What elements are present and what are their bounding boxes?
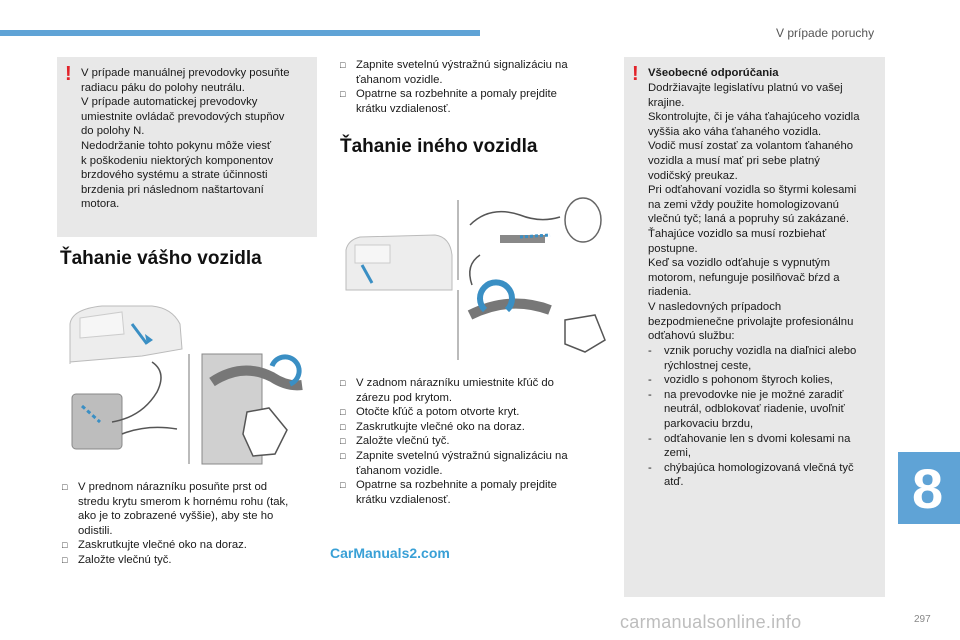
list-item-text: Založte vlečnú tyč. bbox=[356, 435, 450, 448]
note-line: krajine. bbox=[648, 96, 685, 109]
list-item bbox=[340, 420, 610, 435]
list-item-text: Opatrne sa rozbehnite a pomaly prejdite bbox=[356, 88, 557, 101]
header-accent-bar bbox=[0, 30, 480, 36]
note-line: vodičský preukaz. bbox=[648, 169, 738, 182]
heading-towing-your-vehicle: Ťahanie vášho vozidla bbox=[60, 248, 262, 269]
list-item-text: rýchlostnej ceste, bbox=[664, 359, 752, 372]
footer-watermark: carmanualsonline.info bbox=[620, 612, 802, 632]
list-item-text: Založte vlečnú tyč. bbox=[78, 553, 172, 566]
bullet-marker: □ bbox=[340, 450, 346, 461]
list-item bbox=[62, 480, 322, 538]
bullet-marker: □ bbox=[340, 407, 346, 418]
list-item bbox=[340, 405, 610, 420]
section-title: V prípade poruchy bbox=[776, 26, 875, 40]
dash-marker: - bbox=[648, 461, 652, 474]
list-item bbox=[340, 58, 610, 87]
list-item-text: odťahovanie len s dvomi kolesami na bbox=[664, 432, 851, 445]
note-line: Dodržiavajte legislatívu platnú vo vašej bbox=[648, 82, 843, 94]
bullet-marker: □ bbox=[340, 60, 346, 70]
list-item-text: vozidlo s pohonom štyroch kolies, bbox=[664, 374, 833, 387]
note-line: Ťahajúce vozidlo sa musí rozbiehať bbox=[648, 227, 827, 240]
list-item-text: V zadnom nárazníku umiestnite kľúč do bbox=[356, 377, 554, 389]
note-line: motorom, nefunguje posilňovač bŕzd a bbox=[648, 271, 840, 284]
note-line: Skontrolujte, či je váha ťahajúceho vozidla bbox=[648, 111, 860, 124]
list-item-text: vznik poruchy vozidla na diaľnici alebo bbox=[664, 345, 857, 357]
list-item-text: chýbajúca homologizovaná vlečná tyč bbox=[664, 461, 854, 474]
towing-final-steps bbox=[340, 58, 610, 116]
list-item bbox=[62, 538, 322, 553]
chapter-number: 8 bbox=[912, 457, 944, 520]
list-item bbox=[340, 87, 610, 116]
rear-bumper-instructions bbox=[340, 376, 610, 507]
note-line: V nasledovných prípadoch bbox=[648, 300, 782, 313]
list-item-text: na prevodovke nie je možné zaradiť bbox=[664, 388, 844, 401]
warning-icon: ! bbox=[632, 63, 639, 85]
list-item-text: zárezu pod krytom. bbox=[356, 391, 453, 404]
list-item-text: zemi, bbox=[664, 447, 691, 460]
bullet-marker: □ bbox=[62, 540, 68, 551]
general-recommendations-box bbox=[624, 57, 885, 597]
list-item-text: atď. bbox=[664, 476, 684, 489]
list-item-text: ako je to zobrazené vyššie), aby ste ho bbox=[78, 510, 274, 523]
list-item bbox=[648, 373, 880, 388]
note-line: V prípade automatickej prevodovky bbox=[81, 96, 258, 109]
list-item-text: odistili. bbox=[78, 524, 113, 537]
warning-note-text bbox=[81, 66, 290, 212]
list-item bbox=[340, 376, 610, 405]
note-line: motora. bbox=[81, 198, 120, 211]
list-item bbox=[340, 478, 610, 507]
note-line: vyššia ako váha ťahaného vozidla. bbox=[648, 125, 822, 138]
dash-marker: - bbox=[648, 345, 652, 357]
list-item-text: Zaskrutkujte vlečné oko na doraz. bbox=[78, 539, 247, 552]
list-item-text: parkovaciu brzdu, bbox=[664, 417, 754, 430]
note-line: odťahovú službu: bbox=[648, 330, 735, 343]
note-line: Vodič musí zostať za volantom ťahaného bbox=[648, 140, 854, 153]
dash-marker: - bbox=[648, 374, 652, 387]
bullet-marker: □ bbox=[62, 482, 68, 492]
warning-icon: ! bbox=[65, 63, 72, 85]
note-line: bezpodmienečne privolajte profesionálnu bbox=[648, 315, 854, 328]
list-item-text: Zapnite svetelnú výstražnú signalizáciu na bbox=[356, 449, 568, 462]
note-line: Keď sa vozidlo odťahuje s vypnutým bbox=[648, 257, 830, 270]
bullet-marker: □ bbox=[340, 421, 346, 432]
list-item-text: krátku vzdialenosť. bbox=[356, 102, 451, 115]
note-line: brzdového systému a strate účinnosti bbox=[81, 169, 268, 182]
warning-note-box bbox=[57, 57, 317, 237]
dash-marker: - bbox=[648, 432, 652, 445]
list-item-text: Opatrne sa rozbehnite a pomaly prejdite bbox=[356, 479, 557, 492]
note-line: na zemi vždy použite homologizovanú bbox=[648, 198, 839, 211]
bullet-marker: □ bbox=[340, 480, 346, 491]
list-item-text: Otočte kľúč a potom otvorte kryt. bbox=[356, 406, 520, 419]
recommendations-title: Všeobecné odporúčania bbox=[648, 67, 779, 79]
note-line: umiestnite ovládač prevodových stupňov bbox=[81, 110, 285, 123]
bullet-marker: □ bbox=[340, 378, 346, 388]
note-line: radiacu páku do polohy neutrálu. bbox=[81, 81, 245, 94]
note-line: postupne. bbox=[648, 242, 698, 255]
list-item bbox=[62, 553, 322, 568]
list-item bbox=[340, 449, 610, 478]
note-line: brzdenia pri následnom naštartovaní bbox=[81, 183, 264, 196]
list-item bbox=[648, 344, 880, 373]
note-line: V prípade manuálnej prevodovky posuňte bbox=[81, 67, 290, 79]
recommendations-list bbox=[648, 344, 880, 490]
list-item-text: Zaskrutkujte vlečné oko na doraz. bbox=[356, 420, 525, 433]
site-watermark: CarManuals2.com bbox=[330, 545, 450, 561]
list-item-text: stredu krytu smerom k hornému rohu (tak, bbox=[78, 495, 289, 508]
list-item-text: krátku vzdialenosť. bbox=[356, 493, 451, 506]
list-item-text: neutrál, odblokovať riadenie, uvoľniť bbox=[664, 403, 845, 416]
list-item bbox=[340, 434, 610, 449]
note-line: k poškodeniu niektorých komponentov bbox=[81, 154, 274, 167]
list-item-text: Zapnite svetelnú výstražnú signalizáciu na bbox=[356, 59, 568, 71]
list-item bbox=[648, 432, 880, 461]
bullet-marker: □ bbox=[340, 436, 346, 447]
bullet-marker: □ bbox=[340, 89, 346, 100]
chapter-tab bbox=[898, 452, 960, 524]
list-item bbox=[648, 388, 880, 432]
note-line: riadenia. bbox=[648, 286, 692, 299]
bullet-marker: □ bbox=[62, 554, 68, 565]
list-item-text: ťahanom vozidle. bbox=[356, 464, 443, 477]
list-item bbox=[648, 461, 880, 490]
list-item-text: ťahanom vozidle. bbox=[356, 73, 443, 86]
note-line: Nedodržanie tohto pokynu môže viesť bbox=[81, 139, 272, 152]
page-number: 297 bbox=[914, 614, 931, 625]
recommendations-text bbox=[648, 81, 859, 344]
dash-marker: - bbox=[648, 388, 652, 401]
list-item-text: V prednom nárazníku posuňte prst od bbox=[78, 481, 268, 493]
front-bumper-instructions bbox=[62, 480, 322, 568]
rear-bumper-illustration bbox=[340, 195, 610, 365]
heading-towing-another-vehicle: Ťahanie iného vozidla bbox=[340, 136, 538, 157]
front-bumper-illustration bbox=[62, 294, 322, 474]
note-line: do polohy N. bbox=[81, 125, 145, 138]
note-line: vozidla a musí mať pri sebe platný bbox=[648, 154, 820, 167]
note-line: Pri odťahovaní vozidla so štyrmi kolesami bbox=[648, 184, 857, 197]
note-line: vlečnú tyč; laná a popruhy sú zakázané. bbox=[648, 213, 849, 226]
